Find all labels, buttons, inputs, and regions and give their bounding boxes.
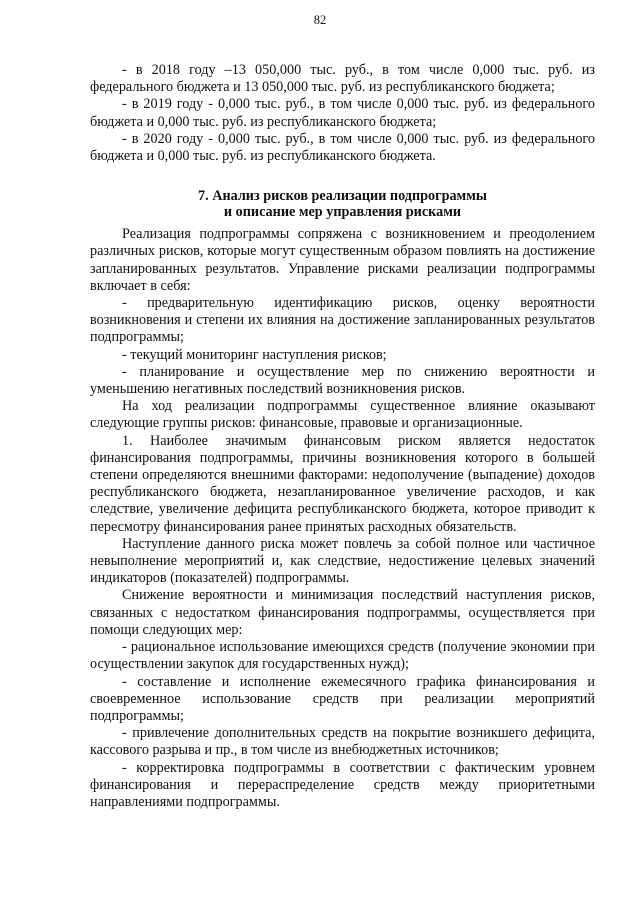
document-body [90,62,595,811]
paragraph-risk-groups: На ход реализации подпрограммы существенное влияние оказывают следующие группы рисков: финансовые, правовые и организационные. [90,398,595,432]
section-heading-line-2: и описание мер управления рисками [223,203,462,220]
list-item-adjustment: - корректировка подпрограммы в соответствии с фактическим уровнем финансирования и перераспределение средств между приоритетными направлениями подпрограммы. [90,759,595,810]
paragraph-financial-risk: 1. Наиболее значимым финансовым риском является недостаток финансирования подпрограммы, причины возникновения которого в большей степени определяются внешними факторами: недополучение (выпадение) доходов республиканского бюджета, незапланированное увеличение расходов, и как следствие, увеличение дефицита республиканского бюджета, которое приводит к пересмотру финансирования ранее принятых расходных обязательств. [90,432,595,535]
list-item-rational-use: - рациональное использование имеющихся средств (получение экономии при осуществлении закупок для государственных нужд); [90,639,595,673]
paragraph-risk-management: Реализация подпрограммы сопряжена с возникновением и преодолением различных рисков, которые могут существенным образом повлиять на достижение запланированных результатов. Управление рисками реализации подпрограммы включает в себя: [90,226,595,294]
paragraph-mitigation: Снижение вероятности и минимизация последствий наступления рисков, связанных с недостатком финансирования подпрограммы, осуществляется при помощи следующих мер: [90,587,595,638]
intro-item-2020: - в 2020 году - 0,000 тыс. руб., в том числе 0,000 тыс. руб. из федерального бюджета и 0,000 тыс. руб. из республиканского бюджета. [90,130,595,165]
list-item-monitoring: - текущий мониторинг наступления рисков; [122,346,387,363]
section-heading [90,189,595,220]
intro-item-2019: - в 2019 году - 0,000 тыс. руб., в том числе 0,000 тыс. руб. из федерального бюджета и 0,000 тыс. руб. из республиканского бюджета; [90,96,595,130]
page-number: 82 [313,13,327,27]
intro-item-2018: - в 2018 году –13 050,000 тыс. руб., в том числе 0,000 тыс. руб. из федерального бюджета и 13 050,000 тыс. руб. из республиканского бюджета; [90,62,595,96]
list-item-planning: - планирование и осуществление мер по снижению вероятности и уменьшению негативных последствий возникновения рисков. [90,363,595,398]
list-item-identification: - предварительную идентификацию рисков, оценку вероятности возникновения и степени их влияния на достижение запланированных результатов подпрограммы; [90,295,595,346]
list-item-additional-funds: - привлечение дополнительных средств на покрытие возникшего дефицита, кассового разрыва и пр., в том числе из внебюджетных источников; [90,725,595,759]
section-heading-line-1: 7. Анализ рисков реализации подпрограммы [198,188,487,205]
list-item-schedule: - составление и исполнение ежемесячного графика финансирования и своевременное использование средств при реализации мероприятий подпрограммы; [90,673,595,724]
paragraph-risk-consequences: Наступление данного риска может повлечь за собой полное или частичное невыполнение мероприятий и, как следствие, недостижение целевых значений индикаторов (показателей) подпрограммы. [90,535,595,587]
